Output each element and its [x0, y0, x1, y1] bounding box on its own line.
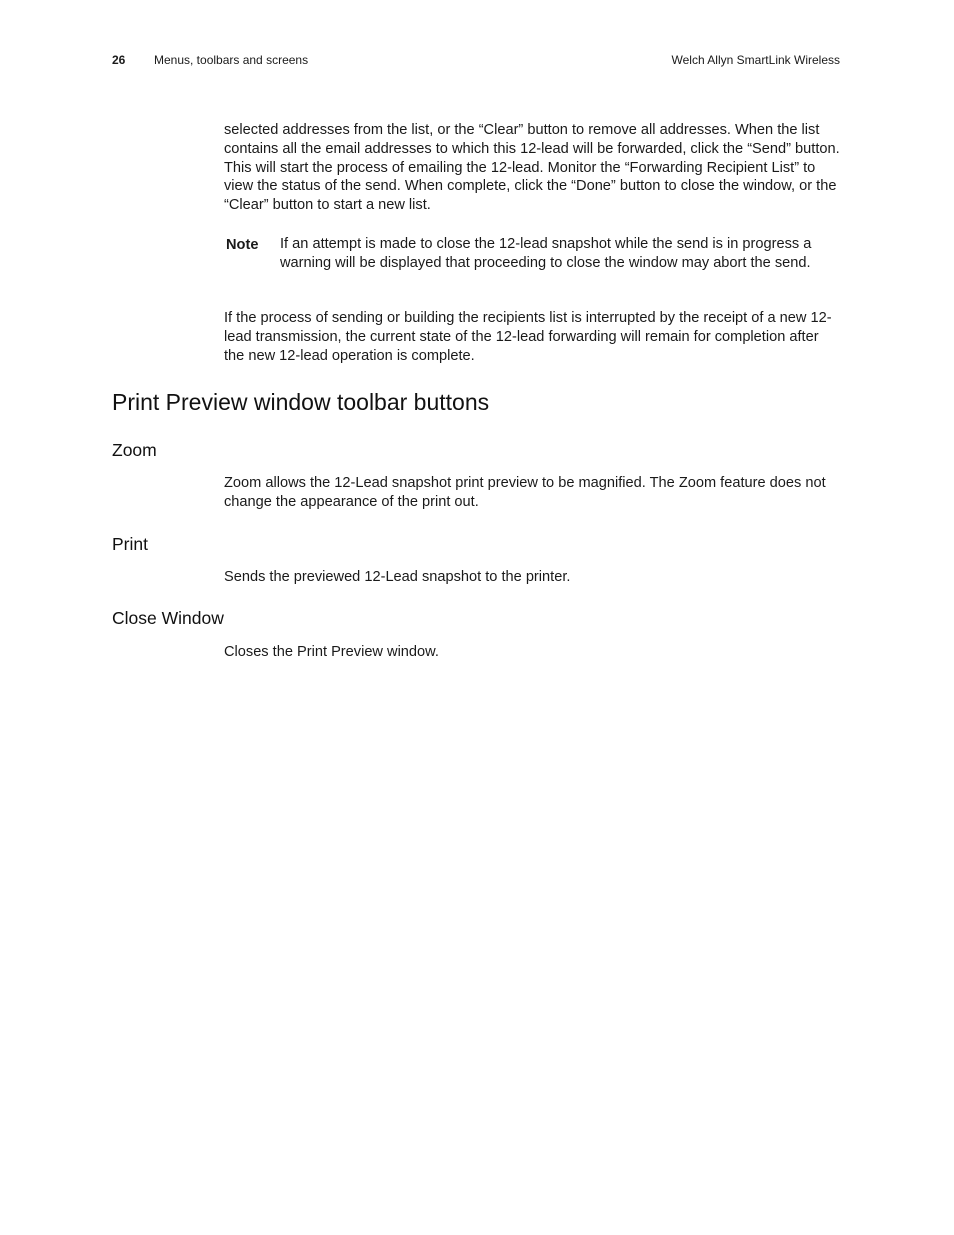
page-number: 26 [112, 53, 126, 67]
print-heading: Print [112, 534, 148, 554]
print-description: Sends the previewed 12-Lead snapshot to the printer. [224, 569, 571, 585]
intro-paragraph: selected addresses from the list, or the “Clear” button to remove all addresses. When the list contains all the email addresses to which this 12-lead will be forwarded, click the “Send” button. This will start the process of emailing the 12-lead. Monitor the “Forwarding Recipient List” to view the status of the send. When complete, click the “Done” button to close the window, or the “Clear” button to start a new list. [224, 122, 840, 214]
zoom-description: Zoom allows the 12-Lead snapshot print preview to be magnified. The Zoom feature does not change the appearance of the print out. [224, 475, 826, 510]
note-text: If an attempt is made to close the 12-lead snapshot while the send is in progress a warning will be displayed that proceeding to close the window may abort the send. [280, 236, 812, 271]
close-window-description: Closes the Print Preview window. [224, 644, 439, 660]
interrupt-paragraph: If the process of sending or building the recipients list is interrupted by the receipt of a new 12-lead transmission, the current state of the 12-lead forwarding will remain for completion after the new 12-lead operation is complete. [224, 310, 832, 364]
note-label: Note [226, 237, 259, 253]
running-header-product: Welch Allyn SmartLink Wireless [671, 53, 840, 67]
zoom-heading: Zoom [112, 440, 157, 460]
running-header-section: Menus, toolbars and screens [154, 53, 309, 67]
close-window-heading: Close Window [112, 608, 224, 628]
section-title: Print Preview window toolbar buttons [112, 389, 490, 415]
